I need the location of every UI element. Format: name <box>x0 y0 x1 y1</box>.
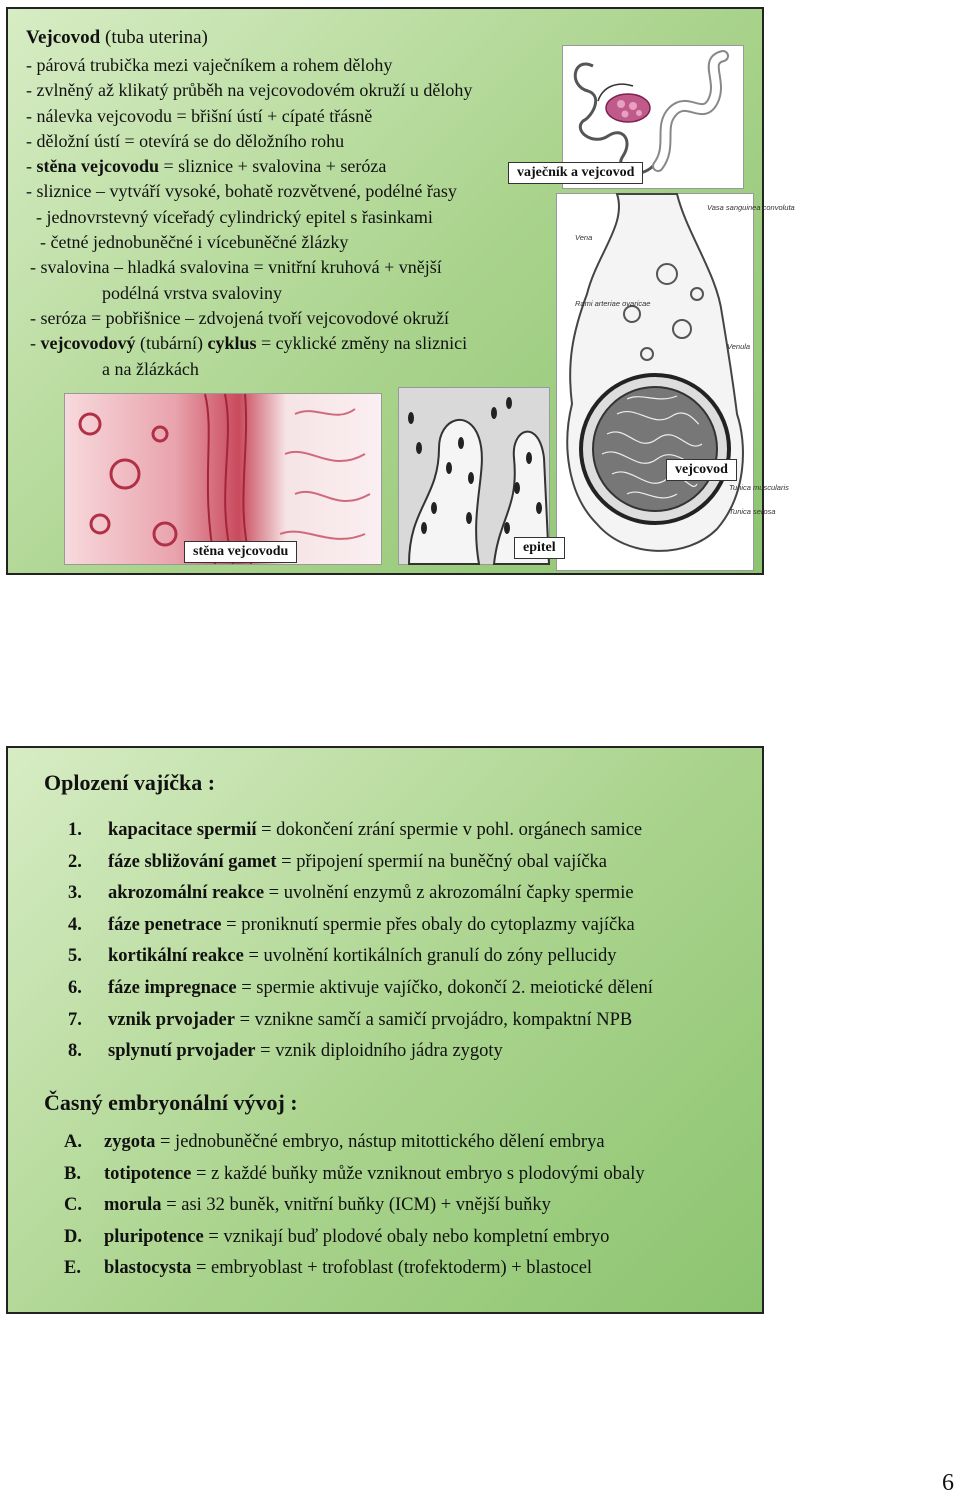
list-item-text: totipotence = z každé buňky může vzniknout embryo s plodovými obaly <box>104 1163 645 1184</box>
caption-oviduct-wall: stěna vejcovodu <box>184 541 297 563</box>
heading-fertilization: Oplození vajíčka : <box>44 770 216 795</box>
list-item-number: 1. <box>68 820 82 840</box>
slide1-line: - nálevka vejcovodu = břišní ústí + cípaté třásně <box>26 105 373 126</box>
slide1-title: Vejcovod (tuba uterina) <box>26 27 208 48</box>
list-item-number: 4. <box>68 914 82 935</box>
label-tunica-muscularis: Tunica muscularis <box>729 483 789 492</box>
label-rami-arteriae: Rami arteriae ovaricae <box>575 299 651 308</box>
slide1-line: podélná vrstva svaloviny <box>102 282 282 303</box>
list-item-text: kapacitace spermií = dokončení zrání spermie v pohl. orgánech samice <box>108 820 643 840</box>
list-item-number: B. <box>64 1163 81 1184</box>
slide1-line: - svalovina – hladká svalovina = vnitřní kruhová + vnější <box>30 257 442 278</box>
list-item-number: E. <box>64 1258 81 1279</box>
list-item-text: akrozomální reakce = uvolnění enzymů z akrozomální čapky spermie <box>108 883 634 904</box>
slide1-line: - seróza = pobřišnice – zdvojená tvoří vejcovodové okruží <box>30 307 450 328</box>
oviduct-wall-histology <box>64 393 382 565</box>
list-item-text: splynutí prvojader = vznik diploidního jádra zygoty <box>108 1041 503 1062</box>
heading-embryonic-development: Časný embryonální vývoj : <box>44 1090 298 1115</box>
caption-oviduct: vejcovod <box>666 459 737 481</box>
slide1-line: - zvlněný až klikatý průběh na vejcovodovém okruží u dělohy <box>26 80 473 101</box>
list-item-number: D. <box>64 1226 82 1247</box>
slide1-line: - četné jednobuněčné i vícebuněčné žlázky <box>40 232 349 253</box>
label-tunica-serosa: Tunica serosa <box>729 507 776 516</box>
list-item-number: 8. <box>68 1041 82 1062</box>
list-item-text: vznik prvojader = vznikne samčí a samičí prvojádro, kompaktní NPB <box>108 1009 633 1030</box>
list-item-text: fáze penetrace = proniknutí spermie přes obaly do cytoplazmy vajíčka <box>108 914 635 935</box>
slide1-line: - jednovrstevný víceřadý cylindrický epitel s řasinkami <box>36 206 433 227</box>
list-item-text: morula = asi 32 buněk, vnitřní buňky (ICM) + vnější buňky <box>104 1195 551 1216</box>
caption-epithelium: epitel <box>514 537 565 559</box>
slide1-text-lines <box>26 53 472 382</box>
slide1-line: - stěna vejcovodu = sliznice + svalovina + seróza <box>26 156 387 177</box>
slide1-line: - děložní ústí = otevírá se do děložního rohu <box>26 130 345 151</box>
oviduct-cross-section-drawing <box>556 193 795 571</box>
label-venula: Venula <box>727 342 751 351</box>
list-item-text: pluripotence = vznikají buď plodové obaly nebo kompletní embryo <box>104 1226 610 1247</box>
slide1-line: - sliznice – vytváří vysoké, bohatě rozvětvené, podélné řasy <box>26 181 457 202</box>
caption-ovary-oviduct: vaječník a vejcovod <box>508 162 643 184</box>
list-item-number: 6. <box>68 978 82 998</box>
list-item-number: C. <box>64 1195 82 1216</box>
list-item-text: zygota = jednobuněčné embryo, nástup mitottického dělení embrya <box>104 1132 605 1152</box>
list-item-text: kortikální reakce = uvolnění kortikálních granulí do zóny pellucidy <box>108 946 617 967</box>
list-item-text: fáze impregnace = spermie aktivuje vajíčko, dokončí 2. meiotické dělení <box>108 978 653 998</box>
slide1-line: a na žlázkách <box>102 358 199 379</box>
list-item-text: fáze sbližování gamet = připojení spermií na buněčný obal vajíčka <box>108 851 608 872</box>
label-vasa-sanguinea: Vasa sanguinea convoluta <box>707 203 795 212</box>
slide1-line: - vejcovodový (tubární) cyklus = cyklické změny na sliznici <box>30 333 468 354</box>
slide1-line: - párová trubička mezi vaječníkem a rohem dělohy <box>26 55 393 75</box>
page-number: 6 <box>942 1470 954 1496</box>
list-item-number: 3. <box>68 883 82 904</box>
list-item-number: A. <box>64 1132 82 1152</box>
list-item-number: 2. <box>68 851 82 872</box>
list-item-text: blastocysta = embryoblast + trofoblast (trofektoderm) + blastocel <box>104 1258 593 1279</box>
slide-fertilization <box>6 746 764 1314</box>
list-item-number: 7. <box>68 1009 82 1030</box>
slide-oviduct <box>6 7 795 575</box>
label-vena: Vena <box>575 233 593 242</box>
list-item-number: 5. <box>68 946 82 967</box>
